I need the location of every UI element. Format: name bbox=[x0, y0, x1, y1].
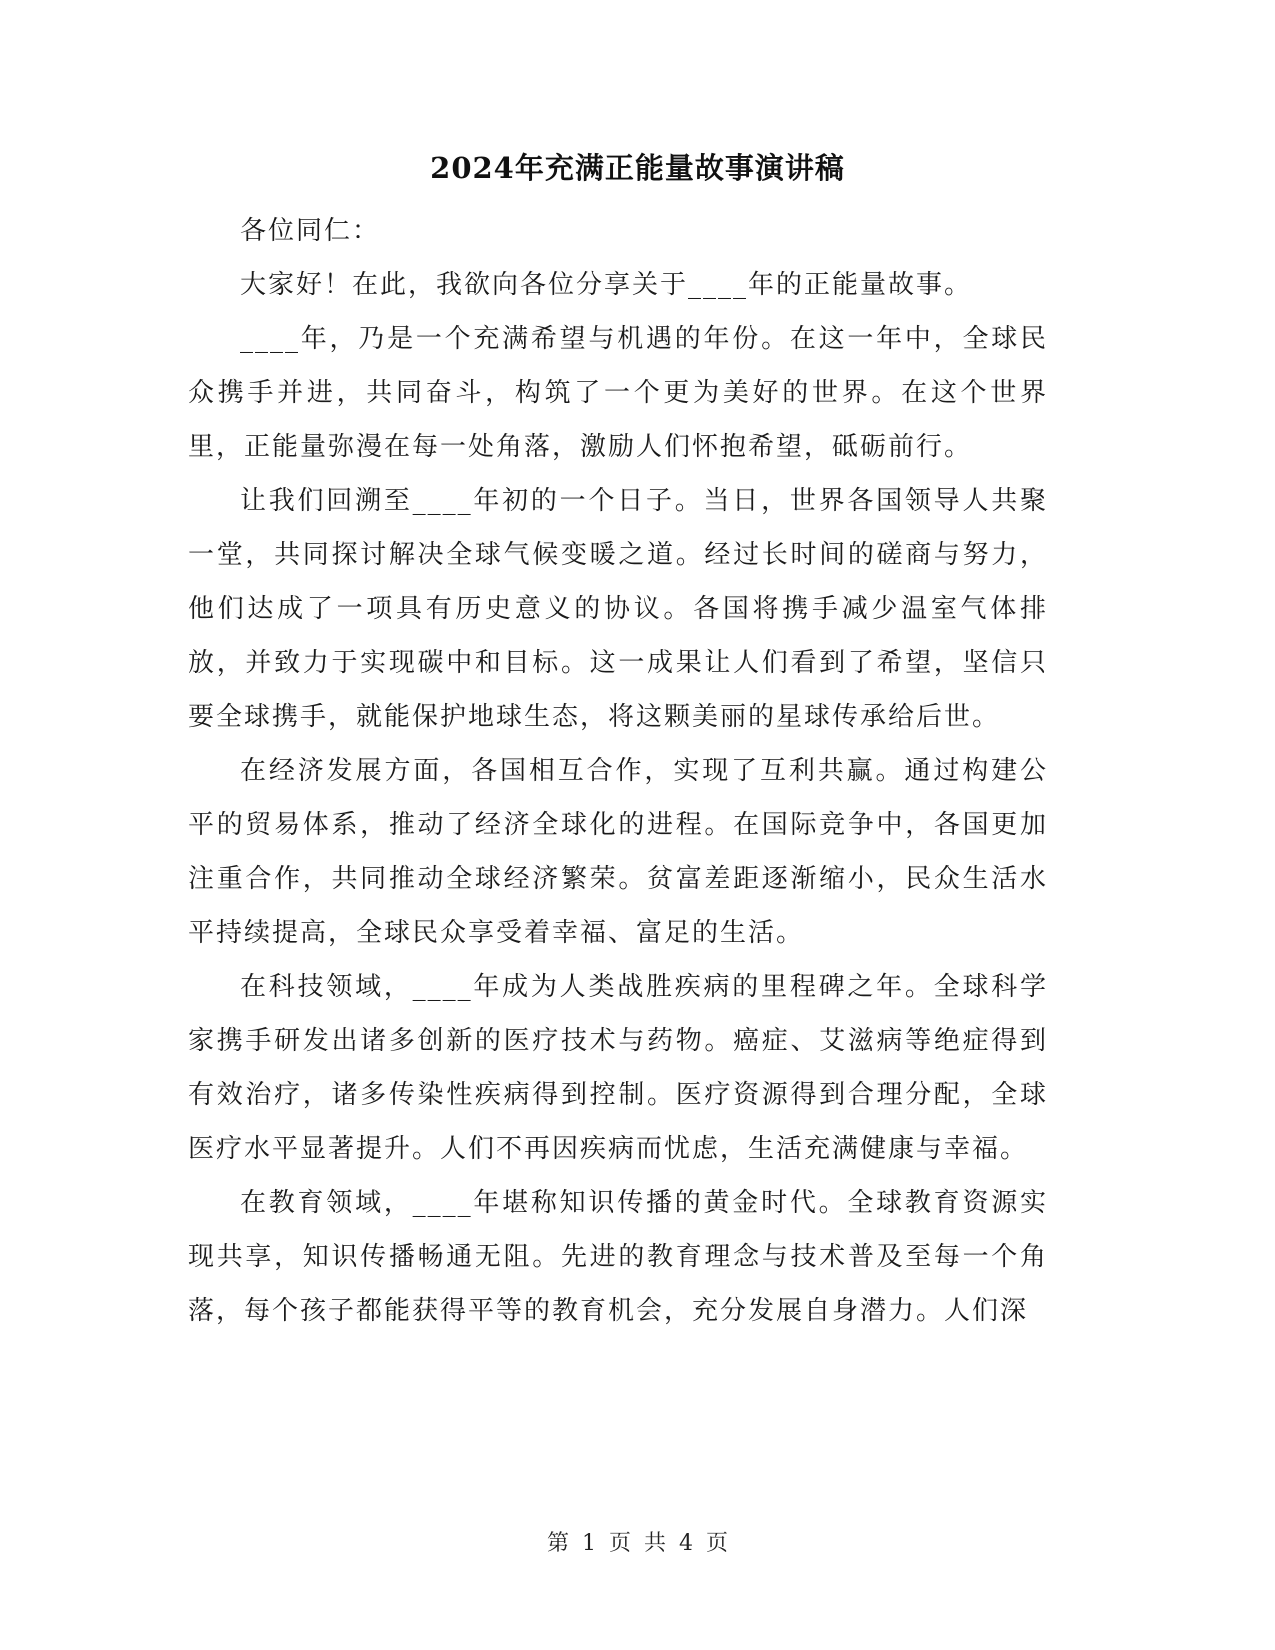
paragraph-salutation: 各位同仁： bbox=[240, 216, 381, 246]
paragraph-greeting: 大家好！在此，我欲向各位分享关于____年的正能量故事。 bbox=[240, 270, 973, 300]
paragraph-technology: 在科技领域，____年成为人类战胜疾病的里程碑之年。全球科学家携手研发出诸多创新的医疗技术与药物。癌症、艾滋病等绝症得到有效治疗，诸多传染性疾病得到控制。医疗资源得到合理分配，全球医疗水平显著提升。人们不再因疾病而忧虑，生活充满健康与幸福。 bbox=[188, 972, 1048, 1164]
document-title: 2024年充满正能量故事演讲稿 bbox=[430, 151, 845, 185]
paragraph-intro: ____年，乃是一个充满希望与机遇的年份。在这一年中，全球民众携手并进，共同奋斗，构筑了一个更为美好的世界。在这个世界里，正能量弥漫在每一处角落，激励人们怀抱希望，砥砺前行。 bbox=[188, 324, 1048, 462]
document-body bbox=[188, 204, 1048, 1338]
paragraph-climate: 让我们回溯至____年初的一个日子。当日，世界各国领导人共聚一堂，共同探讨解决全球气候变暖之道。经过长时间的磋商与努力，他们达成了一项具有历史意义的协议。各国将携手减少温室气体排放，并致力于实现碳中和目标。这一成果让人们看到了希望，坚信只要全球携手，就能保护地球生态，将这颗美丽的星球传承给后世。 bbox=[188, 486, 1048, 732]
paragraph-education: 在教育领域，____年堪称知识传播的黄金时代。全球教育资源实现共享，知识传播畅通无阻。先进的教育理念与技术普及至每一个角落，每个孩子都能获得平等的教育机会，充分发展自身潜力。人们深 bbox=[188, 1188, 1048, 1326]
page-number-footer: 第 1 页 共 4 页 bbox=[547, 1531, 728, 1556]
paragraph-economy: 在经济发展方面，各国相互合作，实现了互利共赢。通过构建公平的贸易体系，推动了经济全球化的进程。在国际竞争中，各国更加注重合作，共同推动全球经济繁荣。贫富差距逐渐缩小，民众生活水平持续提高，全球民众享受着幸福、富足的生活。 bbox=[188, 756, 1048, 948]
